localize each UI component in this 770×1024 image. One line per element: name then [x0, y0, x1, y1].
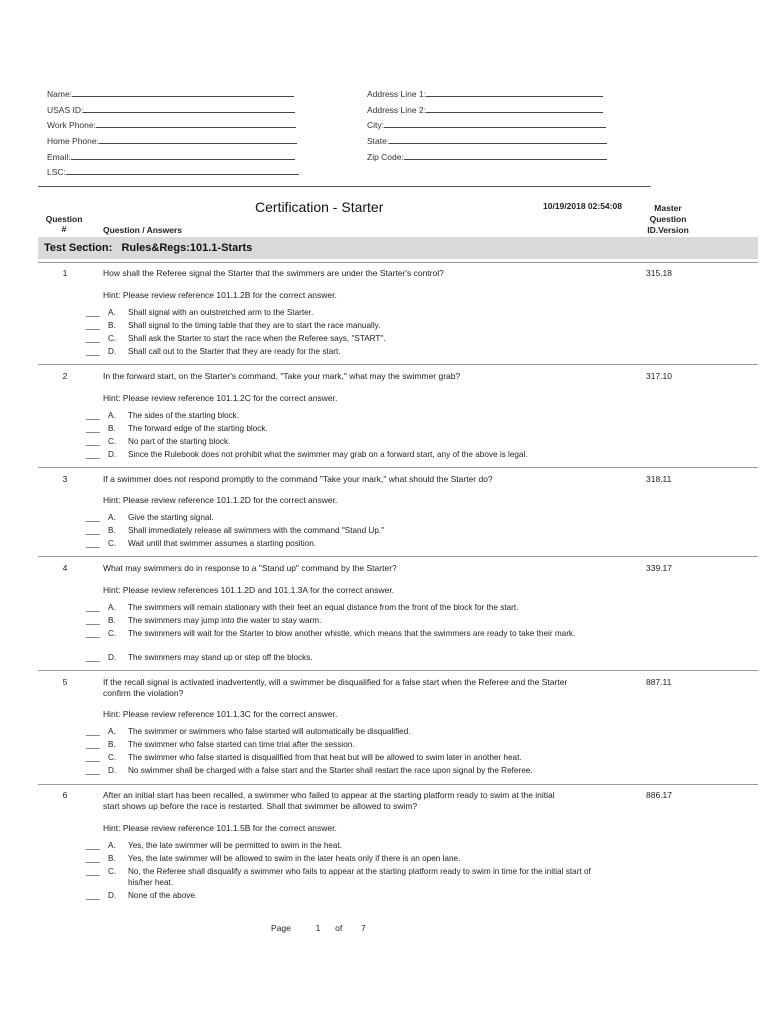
- answer-letter: D.: [108, 766, 117, 775]
- answer-blank[interactable]: ___: [86, 841, 100, 850]
- answer-option[interactable]: [86, 320, 606, 331]
- question-text: If the recall signal is activated inadvertently, will a swimmer be disqualified for a false start when the Referee and the Starter confirm the violation?: [103, 677, 568, 698]
- work-phone-line[interactable]: [96, 119, 296, 128]
- question-id-version: 315.18: [646, 268, 672, 278]
- answer-option[interactable]: [86, 423, 606, 434]
- question-text: How shall the Referee signal the Starter that the swimmers are under the Starter's control?: [103, 268, 444, 278]
- question-hint: Hint: Please review references 101.1.2D and 101.1.3A for the correct answer.: [103, 585, 395, 595]
- answer-text: The swimmers may jump into the water to stay warm.: [128, 616, 322, 625]
- question-answers-header: Question / Answers: [103, 225, 183, 235]
- usas-id-field[interactable]: [47, 104, 295, 115]
- state-line[interactable]: [389, 135, 607, 144]
- city-label: City:: [367, 120, 384, 130]
- name-line[interactable]: [72, 88, 294, 97]
- question-number: 6: [62, 790, 68, 800]
- address-line-2-label: Address Line 2:: [367, 105, 427, 115]
- usas-id-line[interactable]: [83, 104, 295, 113]
- answer-text: Yes, the late swimmer will be permitted to swim in the heat.: [128, 841, 343, 850]
- answer-option[interactable]: [86, 538, 606, 549]
- answer-text: The swimmers will wait for the Starter to blow another whistle, which means that the swimmers are ready to take their mark.: [128, 629, 576, 638]
- answer-option[interactable]: [86, 752, 606, 763]
- email-line[interactable]: [71, 151, 295, 160]
- answer-option[interactable]: [86, 525, 606, 536]
- city-line[interactable]: [384, 119, 606, 128]
- answer-text: The swimmer who false started is disqualified from that heat but will be allowed to swim later in another heat.: [128, 753, 522, 762]
- answer-blank[interactable]: ___: [86, 334, 100, 343]
- answer-letter: D.: [108, 347, 117, 356]
- question-divider: [38, 556, 758, 557]
- question-text: After an initial start has been recalled, a swimmer who failed to appear at the starting platform ready to swim at the initial start shows up before the race is restarted. Shall that swimmer be allowed to swim?: [103, 790, 555, 811]
- master-id-header: [640, 203, 696, 236]
- question-number-header-line1: Question: [45, 214, 83, 224]
- lsc-field[interactable]: [47, 166, 299, 177]
- answer-blank[interactable]: ___: [86, 616, 100, 625]
- answer-text: Yes, the late swimmer will be allowed to swim in the later heats only if there is an open lane.: [128, 854, 461, 863]
- answer-blank[interactable]: ___: [86, 308, 100, 317]
- lsc-label: LSC:: [47, 167, 66, 177]
- answer-text: Shall ask the Starter to start the race when the Referee says, "START".: [128, 334, 386, 343]
- usas-id-label: USAS ID:: [47, 105, 84, 115]
- home-phone-label: Home Phone:: [47, 136, 99, 146]
- answer-option[interactable]: [86, 853, 606, 864]
- work-phone-field[interactable]: [47, 119, 296, 130]
- name-label: Name:: [47, 89, 73, 99]
- answer-letter: B.: [108, 526, 116, 535]
- question-text: In the forward start, on the Starter's command, "Take your mark," what may the swimmer grab?: [103, 371, 461, 381]
- answer-letter: C.: [108, 867, 117, 876]
- answer-option[interactable]: [86, 866, 606, 888]
- question-id-version: 318.11: [646, 474, 672, 484]
- answer-option[interactable]: [86, 410, 606, 421]
- answer-text: Wait until that swimmer assumes a starting position.: [128, 539, 317, 548]
- home-phone-field[interactable]: [47, 135, 297, 146]
- answer-letter: D.: [108, 653, 117, 662]
- name-field[interactable]: [47, 88, 294, 99]
- question-number: 5: [62, 677, 68, 687]
- section-label: [44, 242, 252, 254]
- answer-letter: B.: [108, 740, 116, 749]
- page-title: Certification - Starter: [255, 199, 384, 215]
- answer-letter: A.: [108, 727, 116, 736]
- answer-option[interactable]: [86, 840, 606, 851]
- question-hint: Hint: Please review reference 101.1.3C for the correct answer.: [103, 709, 338, 719]
- answer-text: No, the Referee shall disqualify a swimmer who fails to appear at the starting platform ready to swim in time for the initial start of his/her heat.: [128, 867, 591, 887]
- answer-text: The swimmer who false started can time trial after the session.: [128, 740, 355, 749]
- question-id-version: 339.17: [646, 563, 672, 573]
- answer-option[interactable]: [86, 628, 606, 639]
- answer-text: No swimmer shall be charged with a false start and the Starter shall restart the race upon signal by the Referee.: [128, 766, 533, 775]
- answer-letter: D.: [108, 891, 117, 900]
- answer-blank[interactable]: ___: [86, 740, 100, 749]
- question-divider: [38, 467, 758, 468]
- zip-code-field[interactable]: [367, 151, 607, 162]
- lsc-line[interactable]: [66, 166, 299, 175]
- zip-code-label: Zip Code:: [367, 152, 404, 162]
- section-name: Rules&Regs:101.1-Starts: [121, 242, 253, 254]
- answer-blank[interactable]: ___: [86, 727, 100, 736]
- answer-blank[interactable]: ___: [86, 526, 100, 535]
- answer-letter: D.: [108, 450, 117, 459]
- master-id-header-line3: ID.Version: [647, 225, 689, 235]
- answer-text: Shall call out to the Starter that they are ready for the start.: [128, 347, 341, 356]
- city-field[interactable]: [367, 119, 606, 130]
- question-hint: Hint: Please review reference 101.1.2C for the correct answer.: [103, 393, 338, 403]
- answer-letter: A.: [108, 841, 116, 850]
- answer-text: Shall signal to the timing table that they are to start the race manually.: [128, 321, 381, 330]
- answer-text: Since the Rulebook does not prohibit what the swimmer may grab on a forward start, any of the above is legal.: [128, 450, 528, 459]
- answer-letter: A.: [108, 603, 116, 612]
- answer-blank[interactable]: ___: [86, 539, 100, 548]
- answer-blank[interactable]: ___: [86, 513, 100, 522]
- address-line-1-label: Address Line 1:: [367, 89, 427, 99]
- answer-letter: A.: [108, 513, 116, 522]
- answer-option[interactable]: [86, 307, 606, 318]
- page-number: 1: [315, 923, 321, 933]
- answer-option[interactable]: [86, 652, 606, 663]
- answer-blank[interactable]: ___: [86, 411, 100, 420]
- answer-text: Shall immediately release all swimmers with the command "Stand Up.": [128, 526, 385, 535]
- answer-blank[interactable]: ___: [86, 321, 100, 330]
- question-hint: Hint: Please review reference 101.1.2B for the correct answer.: [103, 290, 337, 300]
- answer-blank[interactable]: ___: [86, 347, 100, 356]
- answer-letter: C.: [108, 539, 117, 548]
- answer-blank[interactable]: ___: [86, 766, 100, 775]
- answer-letter: B.: [108, 616, 116, 625]
- answer-letter: C.: [108, 334, 117, 343]
- address-line-2-line[interactable]: [426, 104, 603, 113]
- section-label-text: Test Section:: [44, 242, 113, 254]
- answer-option[interactable]: [86, 739, 606, 750]
- address-line-2-field[interactable]: [367, 104, 603, 115]
- home-phone-line[interactable]: [99, 135, 297, 144]
- timestamp: 10/19/2018 02:54:08: [543, 201, 622, 211]
- answer-option[interactable]: [86, 726, 606, 737]
- answer-letter: B.: [108, 321, 116, 330]
- answer-blank[interactable]: ___: [86, 891, 100, 900]
- state-label: State:: [367, 136, 390, 146]
- answer-option[interactable]: [86, 449, 606, 460]
- question-hint: Hint: Please review reference 101.1.5B for the correct answer.: [103, 823, 337, 833]
- answer-blank[interactable]: ___: [86, 854, 100, 863]
- answer-text: The sides of the starting block.: [128, 411, 240, 420]
- question-divider: [38, 784, 758, 785]
- answer-blank[interactable]: ___: [86, 629, 100, 638]
- answer-text: Shall signal with an outstretched arm to the Starter.: [128, 308, 314, 317]
- work-phone-label: Work Phone:: [47, 120, 96, 130]
- email-label: Email:: [47, 152, 71, 162]
- question-number: 2: [62, 371, 68, 381]
- email-field[interactable]: [47, 151, 295, 162]
- answer-option[interactable]: [86, 436, 606, 447]
- answer-text: None of the above.: [128, 891, 198, 900]
- answer-option[interactable]: [86, 333, 606, 344]
- answer-blank[interactable]: ___: [86, 753, 100, 762]
- answer-blank[interactable]: ___: [86, 603, 100, 612]
- question-hint: Hint: Please review reference 101.1.2D for the correct answer.: [103, 495, 338, 505]
- of-label: of: [335, 923, 343, 933]
- answer-letter: C.: [108, 753, 117, 762]
- answer-text: The swimmer or swimmers who false started will automatically be disqualified.: [128, 727, 411, 736]
- answer-option[interactable]: [86, 346, 606, 357]
- master-id-header-line1: Master: [654, 203, 682, 213]
- page-footer: [271, 923, 366, 933]
- question-number-header-line2: #: [61, 224, 67, 234]
- answer-text: The swimmers may stand up or step off the blocks.: [128, 653, 313, 662]
- address-line-1-field[interactable]: [367, 88, 603, 99]
- answer-text: No part of the starting block.: [128, 437, 231, 446]
- answer-blank[interactable]: ___: [86, 424, 100, 433]
- question-number-header: [44, 214, 84, 234]
- question-divider: [38, 670, 758, 671]
- question-divider: [38, 262, 758, 263]
- question-id-version: 887.11: [646, 677, 672, 687]
- answer-option[interactable]: [86, 890, 606, 901]
- question-text: If a swimmer does not respond promptly to the command "Take your mark," what should the Starter do?: [103, 474, 493, 484]
- address-line-1-line[interactable]: [426, 88, 603, 97]
- answer-text: The swimmers will remain stationary with their feet an equal distance from the front of the block for the start.: [128, 603, 519, 612]
- question-divider: [38, 364, 758, 365]
- state-field[interactable]: [367, 135, 607, 146]
- answer-option[interactable]: [86, 765, 606, 776]
- answer-blank[interactable]: ___: [86, 437, 100, 446]
- answer-text: Give the starting signal.: [128, 513, 214, 522]
- total-pages: 7: [360, 923, 366, 933]
- answer-blank[interactable]: ___: [86, 867, 100, 876]
- question-text: What may swimmers do in response to a "Stand up" command by the Starter?: [103, 563, 397, 573]
- answer-option[interactable]: [86, 602, 606, 613]
- question-number: 4: [62, 563, 68, 573]
- answer-letter: B.: [108, 424, 116, 433]
- answer-letter: A.: [108, 411, 116, 420]
- answer-blank[interactable]: ___: [86, 653, 100, 662]
- answer-text: The forward edge of the starting block.: [128, 424, 268, 433]
- answer-letter: C.: [108, 437, 117, 446]
- question-id-version: 886.17: [646, 790, 672, 800]
- question-number: 3: [62, 474, 68, 484]
- page-label: Page: [271, 923, 291, 933]
- master-id-header-line2: Question: [649, 214, 687, 224]
- answer-letter: B.: [108, 854, 116, 863]
- question-id-version: 317.10: [646, 371, 672, 381]
- answer-blank[interactable]: ___: [86, 450, 100, 459]
- answer-letter: C.: [108, 629, 117, 638]
- question-number: 1: [62, 268, 68, 278]
- answer-option[interactable]: [86, 512, 606, 523]
- answer-option[interactable]: [86, 615, 606, 626]
- zip-code-line[interactable]: [404, 151, 607, 160]
- answer-letter: A.: [108, 308, 116, 317]
- header-divider: [38, 186, 651, 187]
